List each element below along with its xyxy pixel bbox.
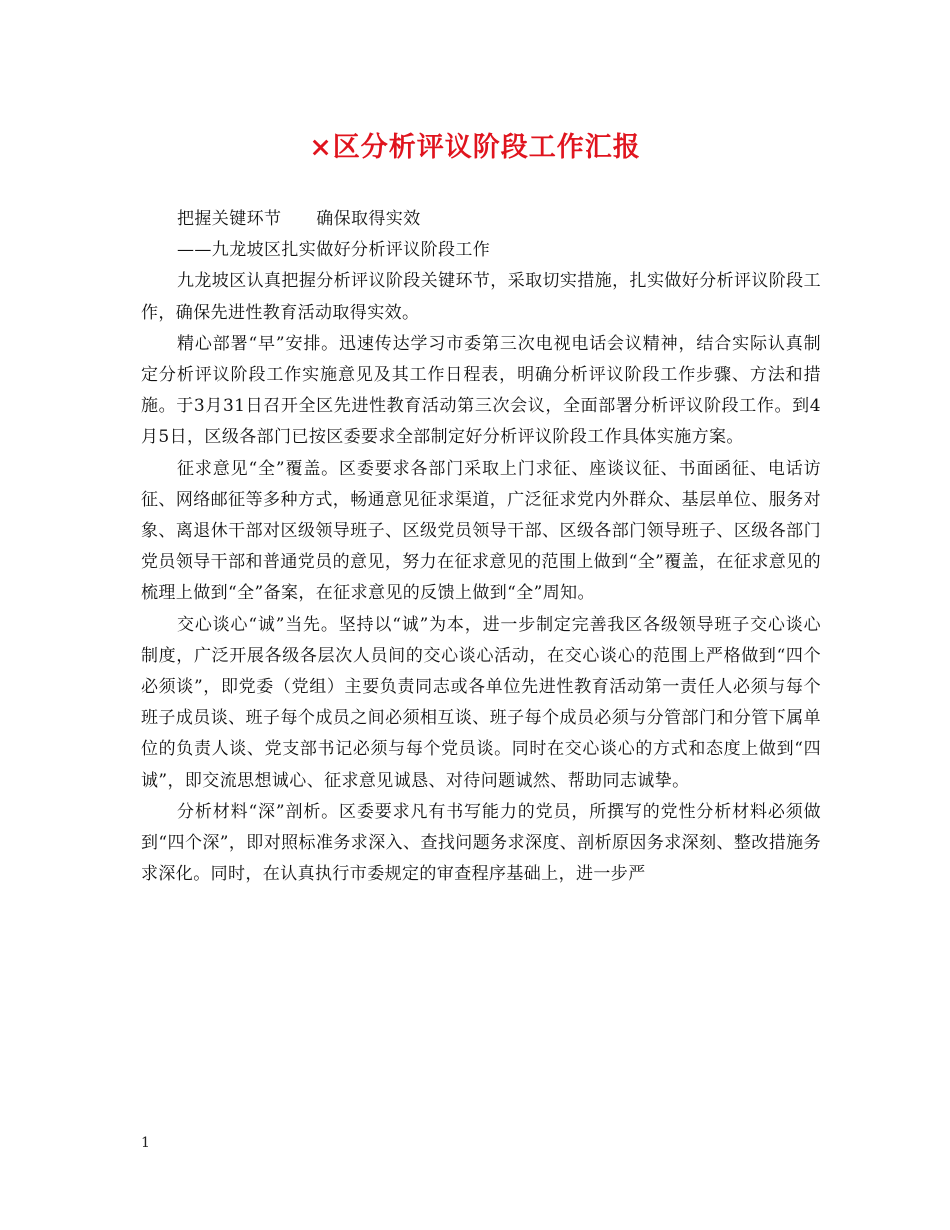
- paragraph-heart-to-heart: 交心谈心“诚”当先。坚持以“诚”为本，进一步制定完善我区各级领导班子交心谈心制度，广泛开展各级各层次人员间的交心谈心活动，在交心谈心的范围上严格做到“四个必须谈”，即党委（党组）主要负责同志或各单位先进性教育活动第一责任人必须与每个班子成员谈、班子每个成员之间必须相互谈、班子每个成员必须与分管部门和分管下属单位的负责人谈、党支部书记必须与每个党员谈。同时在交心谈心的方式和态度上做到“四诚”，即交流思想诚心、征求意见诚恳、对待问题诚然、帮助同志诚挚。: [141, 614, 821, 791]
- page-number: 1: [141, 1135, 150, 1151]
- paragraph-deep-analysis: 分析材料“深”剖析。区委要求凡有书写能力的党员，所撰写的党性分析材料必须做到“四个深”，即对照标准务求深入、查找问题务求深度、剖析原因务求深刻、整改措施务求深化。同时，在认真执行市委规定的审查程序基础上，进一步严: [141, 801, 821, 885]
- document-body: [141, 204, 821, 890]
- subtitle-line: 把握关键环节 确保取得实效: [177, 209, 421, 229]
- paragraph-early-deployment: 精心部署“早”安排。迅速传达学习市委第三次电视电话会议精神，结合实际认真制定分析评议阶段工作实施意见及其工作日程表，明确分析评议阶段工作步骤、方法和措施。于3月31日召开全区先进性教育活动第三次会议，全面部署分析评议阶段工作。到4月5日，区级各部门已按区委要求全部制定好分析评议阶段工作具体实施方案。: [141, 333, 821, 448]
- paragraph-intro: 九龙坡区认真把握分析评议阶段关键环节，采取切实措施，扎实做好分析评议阶段工作，确保先进性教育活动取得实效。: [141, 271, 821, 323]
- document-title: ×区分析评议阶段工作汇报: [309, 132, 641, 163]
- subtitle-dash-line: ——九龙坡区扎实做好分析评议阶段工作: [177, 240, 491, 261]
- paragraph-full-coverage: 征求意见“全”覆盖。区委要求各部门采取上门求征、座谈议征、书面函征、电话访征、网络邮征等多种方式，畅通意见征求渠道，广泛征求党内外群众、基层单位、服务对象、离退休干部对区级领导班子、区级党员领导干部、区级各部门领导班子、区级各部门党员领导干部和普通党员的意见，努力在征求意见的范围上做到“全”覆盖，在征求意见的梳理上做到“全”备案，在征求意见的反馈上做到“全”周知。: [141, 458, 821, 604]
